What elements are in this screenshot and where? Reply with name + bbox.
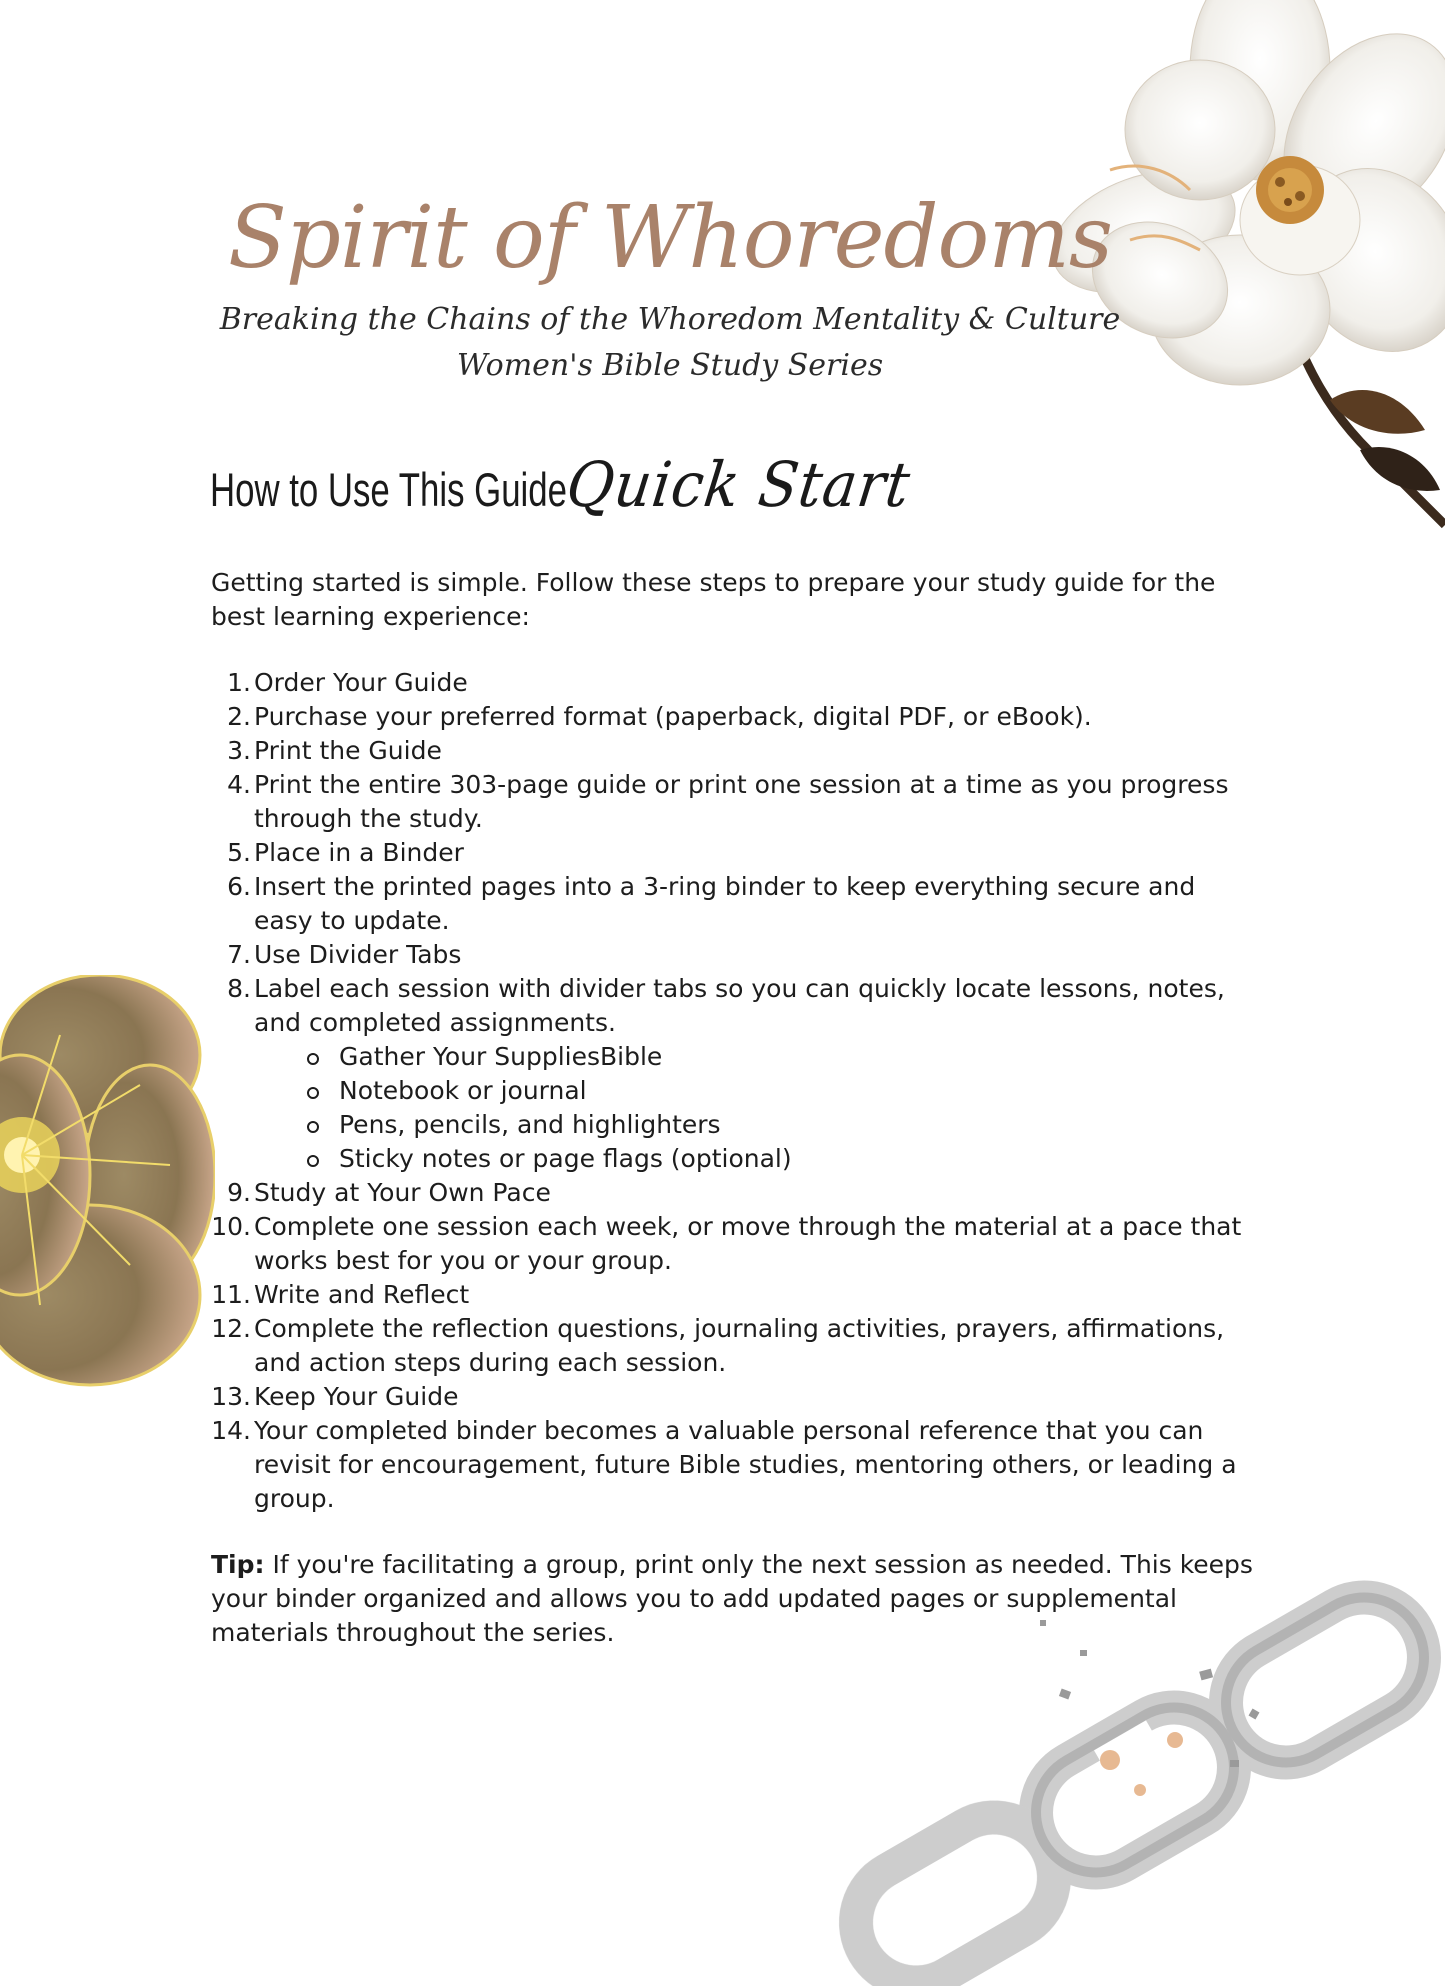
step-text: Use Divider Tabs [254, 940, 462, 969]
step-item [211, 1176, 1261, 1210]
step-text: Print the entire 303-page guide or print one session at a time as you progress through the study. [254, 770, 1229, 833]
supply-item: Gather Your SuppliesBible [254, 1040, 1261, 1074]
step-text: Keep Your Guide [254, 1382, 459, 1411]
supply-item: Pens, pencils, and highlighters [254, 1108, 1261, 1142]
step-number: 3. [227, 736, 251, 765]
step-item [211, 700, 1261, 734]
step-number: 13. [211, 1382, 251, 1411]
tip-label: Tip: [211, 1550, 265, 1579]
step-number: 5. [227, 838, 251, 867]
tip-paragraph [211, 1548, 1261, 1650]
step-item [211, 734, 1261, 768]
step-item [211, 938, 1261, 972]
step-item [211, 1414, 1261, 1516]
step-number: 7. [227, 940, 251, 969]
supplies-list [254, 1040, 1261, 1176]
step-number: 6. [227, 872, 251, 901]
step-number: 10. [211, 1212, 251, 1241]
step-text: Purchase your preferred format (paperback, digital PDF, or eBook). [254, 702, 1092, 731]
step-text: Insert the printed pages into a 3-ring binder to keep everything secure and easy to update. [254, 872, 1196, 935]
step-number: 8. [227, 974, 251, 1003]
step-item [211, 768, 1261, 836]
step-item [211, 1312, 1261, 1380]
step-text: Order Your Guide [254, 668, 468, 697]
step-number: 11. [211, 1280, 251, 1309]
subtitle-line-2: Women's Bible Study Series [456, 348, 884, 383]
step-item [211, 972, 1261, 1176]
steps-list [211, 666, 1261, 1516]
step-text: Label each session with divider tabs so you can quickly locate lessons, notes, and completed assignments. [254, 974, 1225, 1037]
quick-start-script: Quick Start [562, 448, 915, 521]
section-heading: How to Use This Guide [210, 463, 567, 516]
tip-text: If you're facilitating a group, print only the next session as needed. This keeps your binder organized and allows you to add updated pages or supplemental materials throughout the series. [211, 1550, 1253, 1647]
step-number: 14. [211, 1416, 251, 1445]
step-text: Print the Guide [254, 736, 442, 765]
gold-flower-image [0, 975, 215, 1425]
step-number: 12. [211, 1314, 251, 1343]
step-number: 1. [227, 668, 251, 697]
intro-paragraph: Getting started is simple. Follow these steps to prepare your study guide for the best learning experience: [211, 568, 1216, 631]
step-number: 4. [227, 770, 251, 799]
step-item [211, 1380, 1261, 1414]
step-item [211, 666, 1261, 700]
step-item [211, 836, 1261, 870]
step-text: Complete the reflection questions, journaling activities, prayers, affirmations, and action steps during each session. [254, 1314, 1225, 1377]
step-number: 9. [227, 1178, 251, 1207]
document-title: Spirit of Whoredoms [228, 188, 1112, 288]
supply-item: Notebook or journal [254, 1074, 1261, 1108]
step-item [211, 870, 1261, 938]
step-text: Write and Reflect [254, 1280, 470, 1309]
subtitle-line-1: Breaking the Chains of the Whoredom Mentality & Culture [219, 302, 1121, 337]
step-number: 2. [227, 702, 251, 731]
step-text: Place in a Binder [254, 838, 464, 867]
supply-item: Sticky notes or page flags (optional) [254, 1142, 1261, 1176]
step-item [211, 1278, 1261, 1312]
step-item [211, 1210, 1261, 1278]
step-text: Your completed binder becomes a valuable personal reference that you can revisit for encouragement, future Bible studies, mentoring others, or leading a group. [254, 1416, 1237, 1513]
step-text: Complete one session each week, or move through the material at a pace that works best for you or your group. [254, 1212, 1242, 1275]
step-text: Study at Your Own Pace [254, 1178, 551, 1207]
